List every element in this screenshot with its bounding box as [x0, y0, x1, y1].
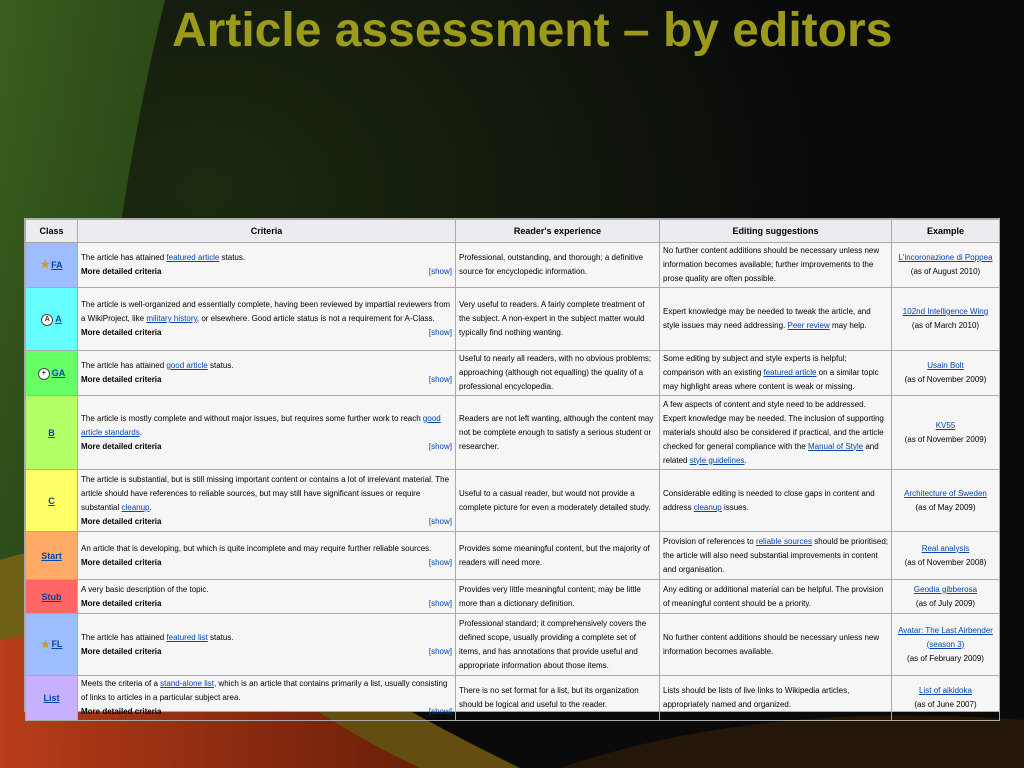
example-link[interactable]: Architecture of Sweden [904, 488, 987, 498]
example-link[interactable]: KV55 [935, 420, 956, 430]
class-cell [26, 243, 78, 288]
criteria-cell [78, 676, 456, 721]
example-cell [892, 532, 1000, 580]
criteria-link[interactable]: featured list [166, 632, 208, 642]
more-criteria-label: More detailed criteria [81, 441, 162, 451]
inline-link[interactable]: Peer review [787, 321, 830, 330]
class-link[interactable]: B [48, 427, 55, 438]
criteria-cell [78, 580, 456, 614]
table-row [26, 532, 1000, 580]
more-criteria-label: More detailed criteria [81, 516, 162, 526]
more-detailed-criteria [81, 645, 452, 659]
criteria-link[interactable]: featured article [166, 253, 220, 262]
example-date: (as of November 2009) [904, 375, 987, 384]
show-toggle[interactable]: [show] [428, 707, 452, 716]
criteria-text: An article that is developing, but which is quite incomplete and may require further reliable sources. [81, 543, 432, 553]
criteria-text: The article has attained good article status. [81, 361, 234, 370]
more-criteria-label: More detailed criteria [81, 646, 162, 656]
more-detailed-criteria [81, 440, 452, 454]
criteria-cell [78, 243, 456, 288]
class-link[interactable]: FA [51, 259, 63, 270]
table-row [26, 470, 1000, 532]
criteria-text: The article is substantial, but is still missing important content or contains a lot of irrelevant material. The article should have references to reliable sources, but may still have significant issues or require substantial cleanup. [81, 474, 450, 512]
reader-experience-cell: Professional standard; it comprehensively covers the defined scope, usually providing a complete set of items, and has annotations that provide useful and appropriate information about those items. [456, 614, 660, 676]
example-link[interactable]: Avatar: The Last Airbender (season 3) [898, 625, 993, 649]
class-link[interactable]: A [55, 314, 62, 324]
criteria-link[interactable]: military history [146, 314, 197, 323]
show-toggle[interactable]: [show] [428, 441, 452, 451]
example-date: (as of February 2009) [907, 653, 984, 663]
class-cell [26, 676, 78, 721]
reader-experience-cell: Useful to nearly all readers, with no obvious problems; approaching (although not equalling) the quality of a professional encyclopedia. [456, 351, 660, 396]
example-link[interactable]: List of aikidoka [919, 686, 972, 695]
inline-link[interactable]: featured article [763, 368, 817, 377]
editing-suggestions-cell: A few aspects of content and style need to be addressed. Expert knowledge may be needed. The inclusion of supporting materials should also be considered if practical, and the article checked for general compliance with the Manual of Style and related style guidelines. [660, 396, 892, 470]
table-row [26, 676, 1000, 721]
class-cell [26, 288, 78, 351]
show-toggle[interactable]: [show] [428, 267, 452, 276]
slide-title: Article assessment – by editors [172, 4, 893, 57]
class-cell [26, 532, 78, 580]
example-date: (as of July 2009) [915, 598, 976, 608]
more-detailed-criteria [81, 556, 452, 570]
table-row [26, 351, 1000, 396]
header-class: Class [26, 220, 78, 243]
criteria-link[interactable]: cleanup [121, 502, 150, 512]
header-criteria: Criteria [78, 220, 456, 243]
star-icon: ★ [40, 259, 51, 272]
assessment-table [24, 218, 1000, 716]
show-toggle[interactable]: [show] [428, 516, 452, 526]
criteria-text: The article has attained featured article status. [81, 253, 246, 262]
criteria-link[interactable]: good article standards [81, 413, 441, 437]
plus-icon: + [38, 368, 50, 380]
more-detailed-criteria [81, 515, 452, 529]
example-cell [892, 580, 1000, 614]
star-icon: ★ [40, 638, 51, 651]
reader-experience-cell: Readers are not left wanting, although the content may not be complete enough to satisfy a serious student or researcher. [456, 396, 660, 470]
example-cell [892, 470, 1000, 532]
header-editing-suggestions: Editing suggestions [660, 220, 892, 243]
reader-experience-cell: Provides very little meaningful content; may be little more than a dictionary definition. [456, 580, 660, 614]
class-link[interactable]: GA [51, 368, 66, 378]
class-link[interactable]: List [43, 693, 60, 703]
editing-suggestions-cell: Provision of references to reliable sources should be prioritised; the article will also need substantial improvements in content and organisation. [660, 532, 892, 580]
example-date: (as of March 2010) [911, 321, 980, 330]
show-toggle[interactable]: [show] [428, 557, 452, 567]
more-detailed-criteria [81, 705, 452, 719]
more-criteria-label: More detailed criteria [81, 598, 162, 608]
editing-suggestions-cell: No further content additions should be necessary unless new information becomes available; further improvements to the prose quality are often possible. [660, 243, 892, 288]
example-date: (as of June 2007) [914, 700, 977, 709]
more-detailed-criteria [81, 373, 452, 387]
table-row [26, 396, 1000, 470]
example-link[interactable]: 102nd Intelligence Wing [902, 307, 989, 316]
example-link[interactable]: L'incoronazione di Poppea [898, 253, 993, 262]
class-cell [26, 614, 78, 676]
more-detailed-criteria [81, 265, 452, 279]
inline-link[interactable]: cleanup [693, 502, 722, 512]
reader-experience-cell: Very useful to readers. A fairly complete treatment of the subject. A non-expert in the subject matter would typically find nothing wanting. [456, 288, 660, 351]
header-readers-experience: Reader's experience [456, 220, 660, 243]
criteria-link[interactable]: stand-alone list [160, 679, 214, 688]
more-criteria-label: More detailed criteria [81, 267, 162, 276]
criteria-text: A very basic description of the topic. [81, 584, 209, 594]
more-criteria-label: More detailed criteria [81, 328, 162, 337]
criteria-cell [78, 288, 456, 351]
header-example: Example [892, 220, 1000, 243]
more-detailed-criteria [81, 597, 452, 611]
table-row [26, 288, 1000, 351]
criteria-cell [78, 351, 456, 396]
show-toggle[interactable]: [show] [428, 328, 452, 337]
reader-experience-cell: Professional, outstanding, and thorough; a definitive source for encyclopedic information. [456, 243, 660, 288]
table-row [26, 243, 1000, 288]
inline-link[interactable]: style guidelines [689, 455, 745, 465]
show-toggle[interactable]: [show] [428, 646, 452, 656]
example-date: (as of November 2009) [904, 434, 987, 444]
example-cell [892, 288, 1000, 351]
criteria-link[interactable]: good article [166, 361, 208, 370]
show-toggle[interactable]: [show] [428, 375, 452, 384]
example-link[interactable]: Real analysis [921, 543, 970, 553]
inline-link[interactable]: reliable sources [755, 536, 812, 546]
a-class-icon: A [41, 314, 53, 326]
class-cell [26, 351, 78, 396]
example-cell [892, 676, 1000, 721]
example-date: (as of May 2009) [915, 502, 976, 512]
table-body [26, 243, 1000, 721]
more-detailed-criteria [81, 326, 452, 340]
example-cell [892, 614, 1000, 676]
example-cell [892, 351, 1000, 396]
reader-experience-cell: Provides some meaningful content, but the majority of readers will need more. [456, 532, 660, 580]
editing-suggestions-cell: Considerable editing is needed to close gaps in content and address cleanup issues. [660, 470, 892, 532]
table-row [26, 614, 1000, 676]
example-link[interactable]: Usain Bolt [927, 361, 964, 370]
class-cell [26, 580, 78, 614]
class-link[interactable]: C [48, 495, 55, 506]
class-link[interactable]: FL [51, 639, 63, 650]
example-date: (as of August 2010) [910, 267, 981, 276]
reader-experience-cell: There is no set format for a list, but its organization should be logical and useful to the reader. [456, 676, 660, 721]
more-criteria-label: More detailed criteria [81, 707, 162, 716]
editing-suggestions-cell: Expert knowledge may be needed to tweak the article, and style issues may need addressing. Peer review may help. [660, 288, 892, 351]
class-link[interactable]: Stub [41, 591, 62, 602]
class-cell [26, 396, 78, 470]
criteria-cell [78, 396, 456, 470]
reader-experience-cell: Useful to a casual reader, but would not provide a complete picture for even a moderately detailed study. [456, 470, 660, 532]
editing-suggestions-cell: Lists should be lists of live links to Wikipedia articles, appropriately named and organized. [660, 676, 892, 721]
inline-link[interactable]: Manual of Style [807, 441, 864, 451]
criteria-cell [78, 532, 456, 580]
example-cell [892, 243, 1000, 288]
editing-suggestions-cell: No further content additions should be necessary unless new information becomes available. [660, 614, 892, 676]
editing-suggestions-cell: Any editing or additional material can be helpful. The provision of meaningful content should be a priority. [660, 580, 892, 614]
table-header-row [26, 220, 1000, 243]
class-cell [26, 470, 78, 532]
example-link[interactable]: Geodia gibberosa [913, 584, 978, 594]
criteria-text: The article is well-organized and essentially complete, having been reviewed by impartial reviewers from a WikiProject, like military history, or elsewhere. Good article status is not a requirement for A-Class. [81, 300, 451, 323]
class-link[interactable]: Start [41, 550, 62, 561]
criteria-text: The article is mostly complete and without major issues, but requires some further work to reach good article standards. [81, 413, 441, 437]
example-date: (as of November 2008) [904, 557, 987, 567]
more-criteria-label: More detailed criteria [81, 375, 162, 384]
editing-suggestions-cell: Some editing by subject and style experts is helpful; comparison with an existing featured article on a similar topic may highlight areas where content is weak or missing. [660, 351, 892, 396]
example-cell [892, 396, 1000, 470]
criteria-text: Meets the criteria of a stand-alone list, which is an article that contains primarily a list, usually consisting of links to articles in a particular subject area. [81, 679, 448, 702]
show-toggle[interactable]: [show] [428, 598, 452, 608]
criteria-cell [78, 614, 456, 676]
criteria-cell [78, 470, 456, 532]
table-row [26, 580, 1000, 614]
more-criteria-label: More detailed criteria [81, 557, 162, 567]
criteria-text: The article has attained featured list status. [81, 632, 234, 642]
